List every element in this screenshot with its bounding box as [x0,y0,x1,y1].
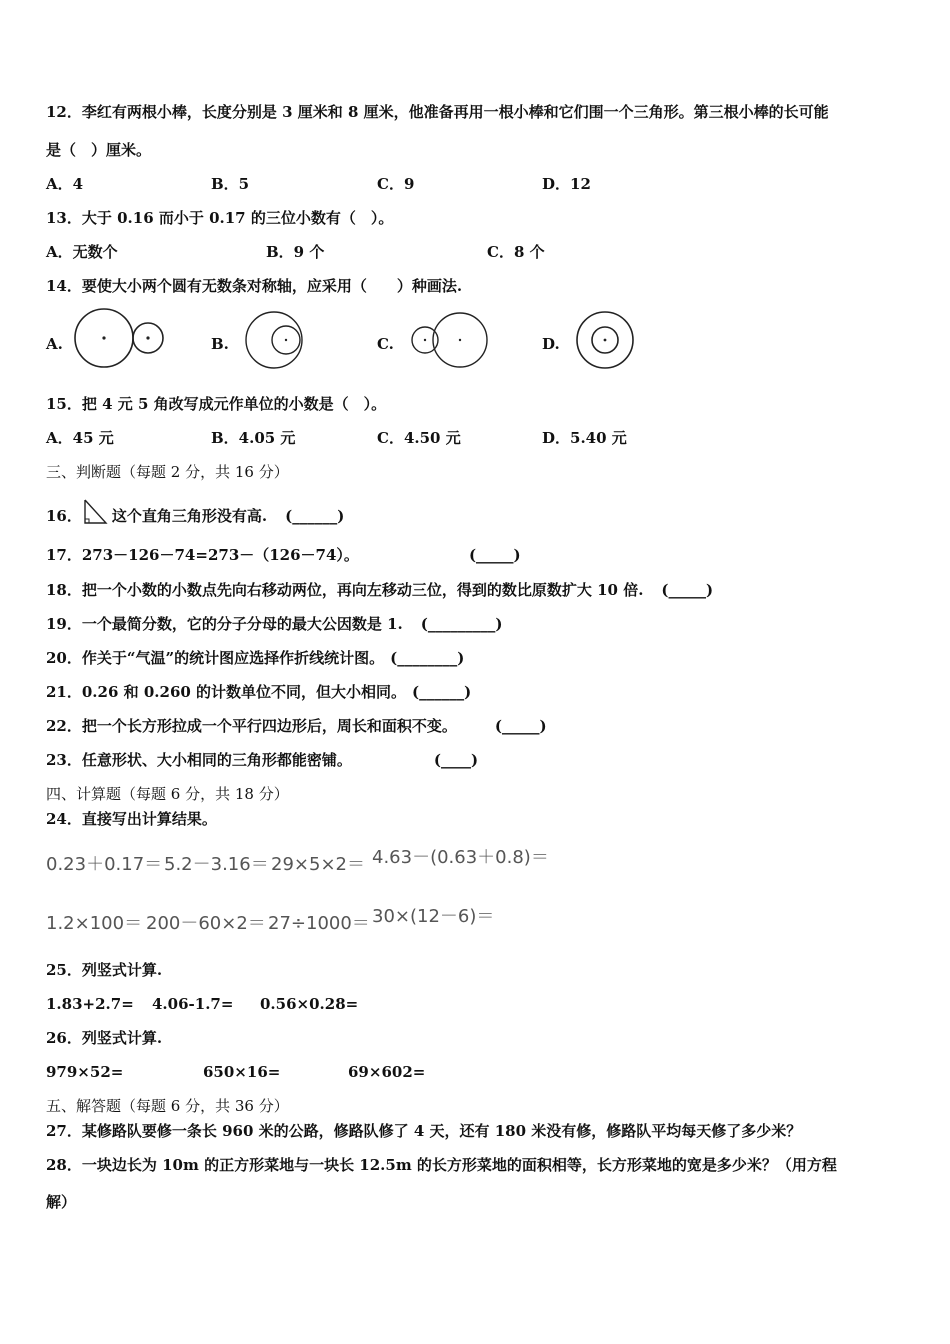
q24-expr-8: 30×(12－6)＝ [372,906,495,927]
q25-item-3: 0.56×0.28= [260,995,359,1013]
q16-number: 16． [46,507,82,525]
q22-row [46,716,547,736]
q24-expr-5: 1.2×100＝ [46,913,143,934]
q25-item-2: 4.06-1.7= [152,995,234,1013]
q12-line1: 12．李红有两根小棒，长度分别是 3 厘米和 8 厘米，他准备再用一根小棒和它们围一个三角形。第三根小棒的长可能 [46,103,829,121]
q24-expr-3: 29×5×2＝ [271,854,365,875]
q26-text: 26．列竖式计算. [46,1029,163,1047]
q28-line2: 解） [46,1193,77,1211]
section-4-heading: 四、计算题（每题 6 分，共 18 分） [46,785,289,803]
q15-option-a[interactable]: A．45 元 [46,429,114,447]
q20-answer-blank[interactable]: (________) [390,649,465,667]
q24-expr-2: 5.2－3.16＝ [164,854,269,875]
q25-text: 25．列竖式计算. [46,961,163,979]
q28-line1: 28．一块边长为 10m 的正方形菜地与一块长 12.5m 的长方形菜地的面积相等，长方形菜地的宽是多少米？（用方程 [46,1156,837,1174]
q24-expr-6: 200－60×2＝ [146,913,266,934]
q18-answer-blank[interactable]: (_____) [661,581,714,599]
q24-expr-7: 27÷1000＝ [268,913,370,934]
q22-text: 22．把一个长方形拉成一个平行四边形后，周长和面积不变。 [46,717,457,735]
circles-figure-a [70,302,170,372]
section-3-heading: 三、判断题（每题 2 分，共 16 分） [46,463,289,481]
circles-figure-b [240,302,310,372]
q16-text: 这个直角三角形没有高. [111,507,268,525]
q22-answer-blank[interactable]: (_____) [494,717,547,735]
q21-row [46,682,471,702]
q15-option-d[interactable]: D．5.40 元 [542,429,627,447]
q12-option-c[interactable]: C．9 [377,175,415,193]
circles-figure-c [405,302,495,372]
q12-option-b[interactable]: B．5 [211,175,250,193]
q27-text: 27．某修路队要修一条长 960 米的公路，修路队修了 4 天，还有 180 米没有修，修路队平均每天修了多少米？ [46,1122,802,1140]
q14-option-c[interactable]: C. [377,335,394,353]
q25-item-1: 1.83+2.7= [46,995,134,1013]
q17-answer-blank[interactable]: (_____) [468,546,521,564]
q24-expr-1: 0.23＋0.17＝ [46,854,163,875]
q14-option-a[interactable]: A. [46,335,63,353]
q13-option-b[interactable]: B．9 个 [266,243,325,261]
q13-option-c[interactable]: C．8 个 [487,243,545,261]
q18-row [46,580,713,600]
q23-answer-blank[interactable]: (____) [433,751,479,769]
right-triangle-icon [82,499,108,525]
q13-option-a[interactable]: A．无数个 [46,243,118,261]
q24-text: 24．直接写出计算结果。 [46,810,217,828]
q12-line2: 是（ ）厘米。 [46,141,152,159]
q18-text: 18．把一个小数的小数点先向右移动两位，再向左移动三位，得到的数比原数扩大 10 倍. [46,581,644,599]
q19-answer-blank[interactable]: (_________) [420,615,503,633]
q14-option-b[interactable]: B. [211,335,229,353]
circles-figure-d [570,302,640,372]
q26-item-2: 650×16= [203,1063,281,1081]
q21-text: 21．0.26 和 0.260 的计数单位不同，但大小相同。 [46,683,407,701]
q20-row [46,648,464,668]
q15-option-c[interactable]: C．4.50 元 [377,429,461,447]
q16-row [46,499,344,526]
q23-row [46,750,478,770]
q16-answer-blank[interactable]: (______) [285,507,345,525]
q15-text: 15．把 4 元 5 角改写成元作单位的小数是（ ）。 [46,395,387,413]
q17-row [46,545,521,565]
q20-text: 20．作关于“气温”的统计图应选择作折线统计图。 [46,649,385,667]
q19-row [46,614,502,634]
q26-item-3: 69×602= [348,1063,426,1081]
q13-text: 13．大于 0.16 而小于 0.17 的三位小数有（ ）。 [46,209,394,227]
q24-expr-4: 4.63－(0.63＋0.8)＝ [372,847,549,868]
q21-answer-blank[interactable]: (______) [412,683,472,701]
q14-option-d[interactable]: D. [542,335,560,353]
q15-option-b[interactable]: B．4.05 元 [211,429,296,447]
q26-item-1: 979×52= [46,1063,124,1081]
section-5-heading: 五、解答题（每题 6 分，共 36 分） [46,1097,289,1115]
q23-text: 23．任意形状、大小相同的三角形都能密铺。 [46,751,352,769]
q17-text: 17．273－126－74=273－（126－74）。 [46,546,359,564]
q12-option-d[interactable]: D．12 [542,175,591,193]
q14-text: 14．要使大小两个圆有无数条对称轴，应采用（ ）种画法. [46,277,463,295]
q19-text: 19．一个最简分数，它的分子分母的最大公因数是 1. [46,615,403,633]
q12-option-a[interactable]: A．4 [46,175,84,193]
